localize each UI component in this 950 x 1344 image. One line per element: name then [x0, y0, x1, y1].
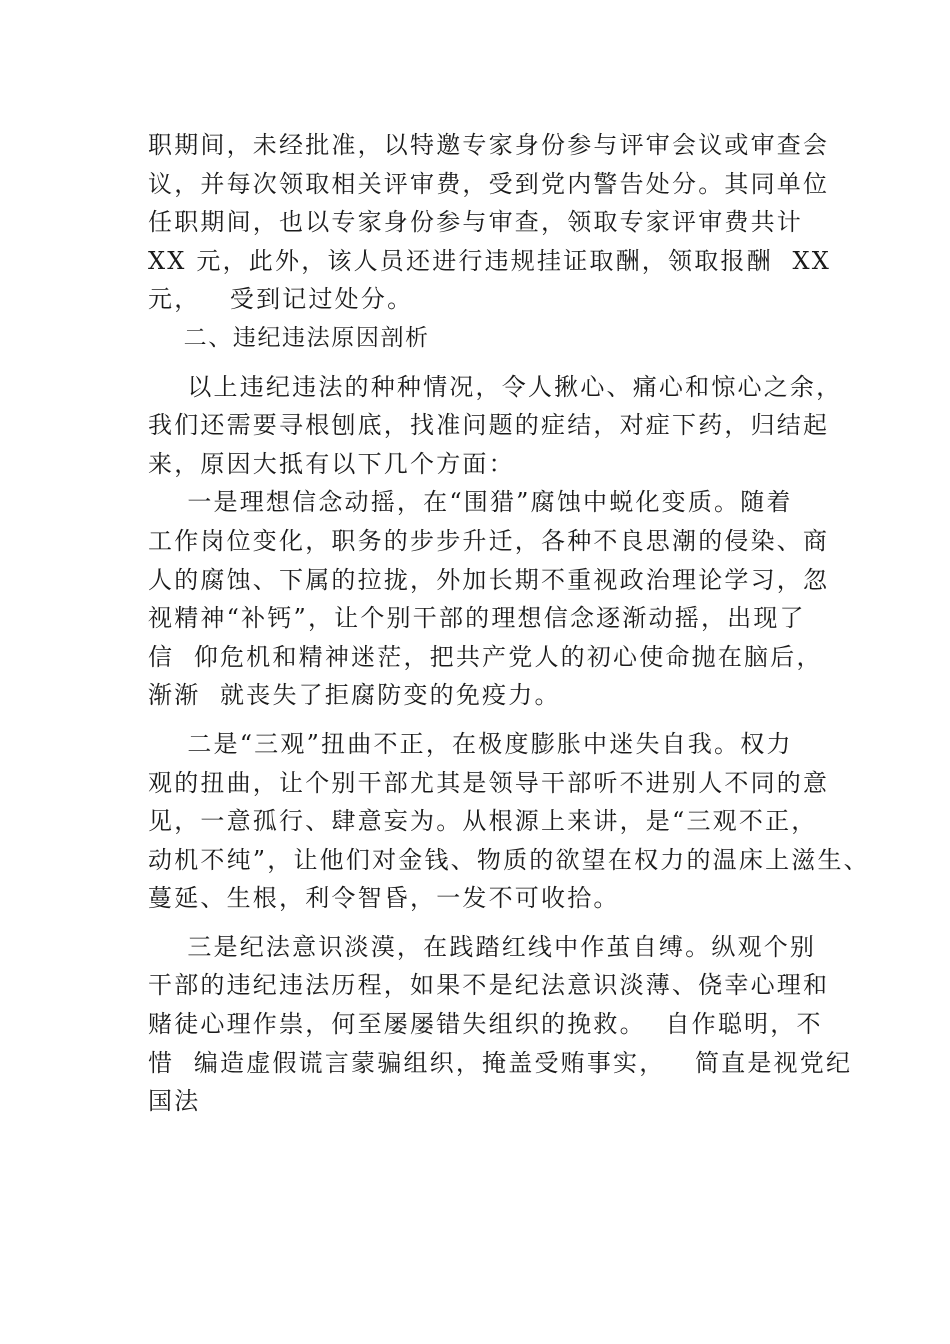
paragraph-line: XX 元，此外，该人员还进行违规挂证取酬，领取报酬 XX — [148, 246, 832, 275]
paragraph-line: 任职期间，也以专家身份参与审查，领取专家评审费共计 — [148, 208, 803, 237]
paragraph-line: 一是理想信念动摇，在“围猎”腐蚀中蜕化变质。随着 — [148, 488, 793, 517]
paragraph-line: 我们还需要寻根刨底，找准问题的症结，对症下药，归结起 — [148, 411, 830, 440]
paragraph-line: 视精神“补钙”，让个别干部的理想信念逐渐动摇，出现了 — [148, 604, 806, 633]
document-body — [148, 126, 870, 1121]
paragraph-line: 工作岗位变化，职务的步步升迁，各种不良思潮的侵染、商 — [148, 526, 830, 555]
paragraph-line: 议，并每次领取相关评审费，受到党内警告处分。其同单位 — [148, 169, 830, 198]
paragraph-line: 见，一意孤行、肆意妄为。从根源上来讲，是“三观不正， — [148, 807, 818, 836]
paragraph-line: 元， 受到记过处分。 — [148, 285, 414, 314]
paragraph-line: 三是纪法意识淡漠，在践踏红线中作茧自缚。纵观个别 — [148, 932, 817, 961]
section-heading: 二、违纪违法原因剖析 — [148, 324, 430, 351]
paragraph-line: 信 仰危机和精神迷茫，把共产党人的初心使命抛在脑后， — [148, 642, 823, 671]
paragraph-line: 职期间，未经批准，以特邀专家身份参与评审会议或审查会 — [148, 131, 830, 159]
paragraph-line: 国法 — [148, 1087, 201, 1116]
paragraph-line: 动机不纯”，让他们对金钱、物质的欲望在权力的温床上滋生、 — [148, 845, 870, 874]
paragraph-line: 蔓延、生根，利令智昏，一发不可收拾。 — [148, 884, 620, 913]
spacer — [148, 715, 813, 725]
paragraph-line: 渐渐 就丧失了拒腐防变的免疫力。 — [148, 681, 561, 710]
paragraph-line: 干部的违纪违法历程，如果不是纪法意识淡薄、侥幸心理和 — [148, 971, 830, 1000]
paragraph-line: 来，原因大抵有以下几个方面： — [148, 449, 515, 478]
paragraph-line: 赌徒心理作祟，何至屡屡错失组织的挽救。 自作聪明，不 — [148, 1010, 823, 1039]
paragraph-line: 二是“三观”扭曲不正，在极度膨胀中迷失自我。权力 — [148, 729, 793, 758]
paragraph-line: 观的扭曲，让个别干部尤其是领导干部听不进别人不同的意 — [148, 768, 830, 797]
spacer — [148, 918, 813, 928]
paragraph-line: 惜 编造虚假谎言蒙骗组织，掩盖受贿事实， 简直是视党纪 — [148, 1048, 853, 1077]
spacer — [148, 358, 813, 368]
paragraph-line: 以上违纪违法的种种情况，令人揪心、痛心和惊心之余， — [148, 372, 843, 401]
paragraph-line: 人的腐蚀、下属的拉拢，外加长期不重视政治理论学习，忽 — [148, 565, 830, 594]
